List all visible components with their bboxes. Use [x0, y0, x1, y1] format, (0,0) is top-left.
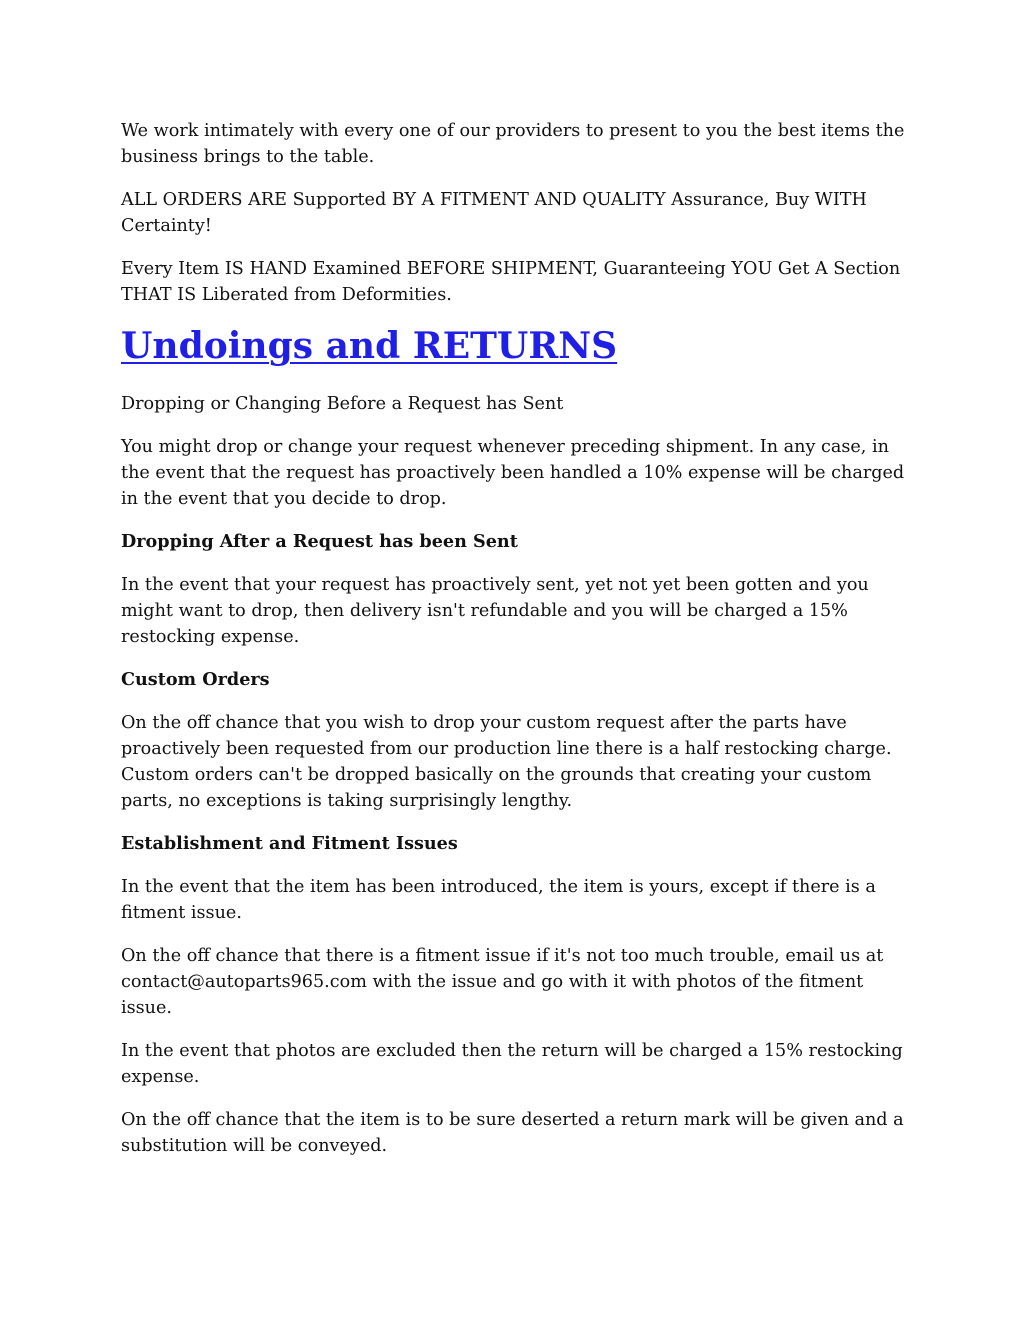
fitment-paragraph: In the event that photos are excluded then the return will be charged a 15% restocking expense. — [121, 1041, 903, 1087]
returns-heading-link[interactable]: Undoings and RETURNS — [121, 325, 618, 367]
section-title-custom-orders: Custom Orders — [121, 669, 270, 690]
intro-paragraph: ALL ORDERS ARE Supported BY A FITMENT AND QUALITY Assurance, Buy WITH Certainty! — [121, 190, 867, 236]
section-title-cancel-after: Dropping After a Request has been Sent — [121, 531, 518, 552]
fitment-paragraph: On the off chance that there is a fitment issue if it's not too much trouble, email us at contact@autoparts965.com with the issue and go with it with photos of the fitment issue. — [121, 946, 884, 1018]
section-body-cancel-before: You might drop or change your request whenever preceding shipment. In any case, in the event that the request has proactively been handled a 10% expense will be charged in the event that you decide to drop. — [121, 437, 905, 509]
section-title-cancel-before: Dropping or Changing Before a Request has Sent — [121, 394, 564, 414]
document-page — [121, 118, 911, 1176]
section-body-custom-orders: On the off chance that you wish to drop your custom request after the parts have proactively been requested from our production line there is a half restocking charge. Custom orders can't be dropped basically on the grounds that creating your custom parts, no exceptions is taking surprisingly lengthy. — [121, 713, 892, 811]
fitment-paragraph: In the event that the item has been introduced, the item is yours, except if there is a fitment issue. — [121, 877, 876, 923]
intro-paragraph: We work intimately with every one of our providers to present to you the best items the business brings to the table. — [121, 121, 905, 167]
fitment-paragraph: On the off chance that the item is to be sure deserted a return mark will be given and a substitution will be conveyed. — [121, 1110, 904, 1156]
section-title-fitment: Establishment and Fitment Issues — [121, 833, 458, 854]
section-body-cancel-after: In the event that your request has proactively sent, yet not yet been gotten and you might want to drop, then delivery isn't refundable and you will be charged a 15% restocking expense. — [121, 575, 869, 647]
intro-paragraph: Every Item IS HAND Examined BEFORE SHIPMENT, Guaranteeing YOU Get A Section THAT IS Liberated from Deformities. — [121, 259, 901, 305]
